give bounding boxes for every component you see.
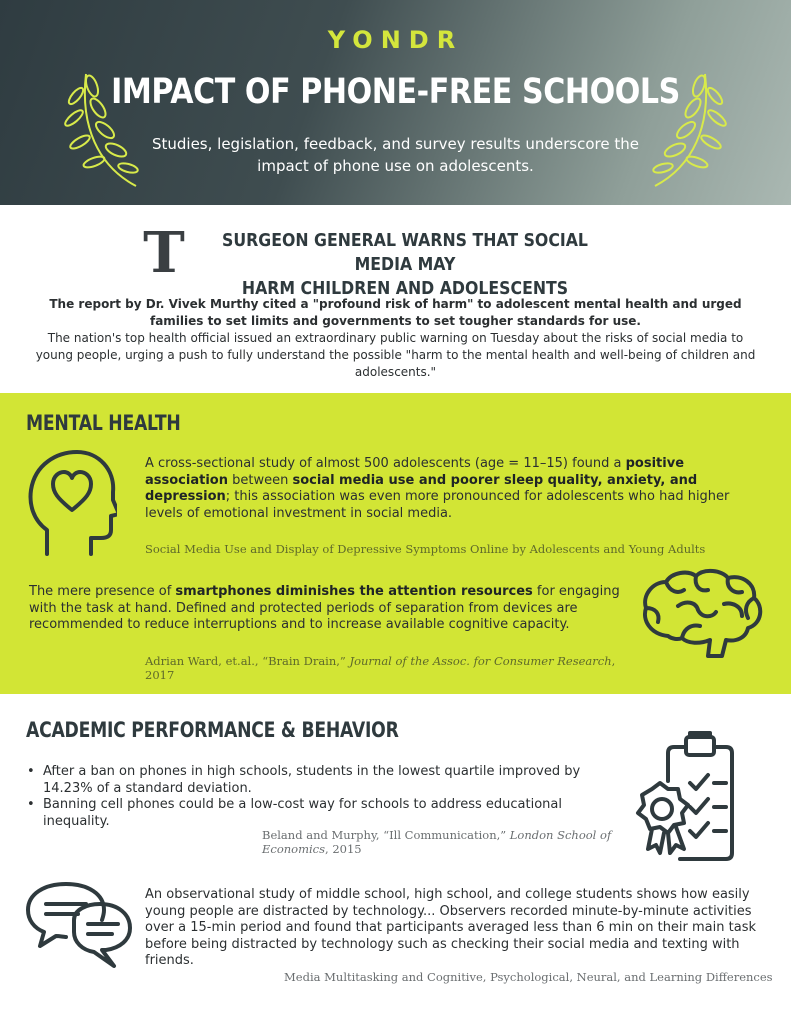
journal-name: Journal of the Assoc. for Consumer Research [349, 654, 612, 668]
text-segment: , 2017 [145, 654, 616, 682]
academic-citation-2: Media Multitasking and Cognitive, Psychological, Neural, and Learning Differences [284, 970, 773, 984]
mental-health-attention-paragraph [29, 584, 629, 634]
header-banner [0, 0, 791, 205]
text-segment: for engaging with the task at hand. Defined and protected periods of separation from devices are recommended to reduce interruptions and to increase available cognitive capacity. [29, 584, 620, 632]
nyt-logo-icon [138, 222, 190, 280]
emphasis-positive-association: positive association [145, 456, 685, 488]
mental-health-study-paragraph [145, 456, 745, 522]
academic-title: ACADEMIC PERFORMANCE & BEHAVIOR [26, 718, 399, 742]
mental-health-title: MENTAL HEALTH [26, 411, 181, 435]
nyt-headline-line1: SURGEON GENERAL WARNS THAT SOCIAL MEDIA MAY [222, 231, 588, 275]
brain-icon [638, 566, 766, 660]
mental-health-citation-2 [145, 654, 645, 682]
academic-citation-1 [262, 828, 642, 856]
page-title: IMPACT OF PHONE-FREE SCHOOLS [111, 72, 680, 112]
institution-name: London School of Economics [262, 828, 612, 856]
academic-observational-paragraph: An observational study of middle school, high school, and college students shows how easily young people are distracted by technology... Observers recorded minute-by-minute activities over a 15-min period and found that participants averaged less than 6 min on their main task before being distracted by technology such as checking their social media and texting with friends. [145, 887, 756, 968]
academic-bullet-list [27, 764, 627, 830]
svg-text:T: T [143, 222, 185, 280]
text-segment: ; this association was even more pronounced for adolescents who had higher levels of emotional investment in social media. [145, 489, 730, 521]
emphasis-attention-resources: smartphones diminishes the attention resources [175, 584, 533, 599]
brand-wordmark: YONDR [327, 26, 464, 54]
nyt-body-paragraph: The nation's top health official issued an extraordinary public warning on Tuesday about the risks of social media to young people, urging a push to fully understand the possible "harm to the mental health and well-being of children and adolescents." [35, 331, 756, 379]
head-heart-icon [27, 448, 117, 558]
nyt-headline [212, 229, 599, 301]
mental-health-citation-1: Social Media Use and Display of Depressive Symptoms Online by Adolescents and Young Adults [145, 542, 706, 556]
text-segment: between [227, 472, 293, 488]
nyt-lead-paragraph: The report by Dr. Vivek Murthy cited a "profound risk of harm" to adolescent mental health and urged families to set limits and governments to set tougher standards for use. [49, 297, 742, 328]
list-item: • Banning cell phones could be a low-cost way for schools to address educational inequality. [27, 797, 627, 830]
text-segment: The mere presence of [29, 584, 176, 599]
list-item: • After a ban on phones in high schools, students in the lowest quartile improved by 14.23% of a standard deviation. [27, 764, 627, 797]
text-segment: , 2015 [325, 842, 362, 856]
laurel-branch-icon-right [633, 66, 733, 190]
page-subtitle: Studies, legislation, feedback, and survey results underscore the impact of phone use on adolescents. [151, 135, 640, 175]
text-segment: Beland and Murphy, “Ill Communication,” [262, 828, 510, 842]
chat-bubbles-icon [22, 880, 134, 976]
text-segment: A cross-sectional study of almost 500 adolescents (age = 11–15) found a [145, 456, 626, 471]
emphasis-sleep-anxiety-depression: social media use and poorer sleep quality, anxiety, and depression [145, 472, 698, 504]
text-segment: Adrian Ward, et.al., “Brain Drain,” [145, 654, 350, 668]
nyt-headline-line2: HARM CHILDREN AND ADOLESCENTS [241, 279, 569, 299]
clipboard-award-icon [626, 731, 774, 861]
